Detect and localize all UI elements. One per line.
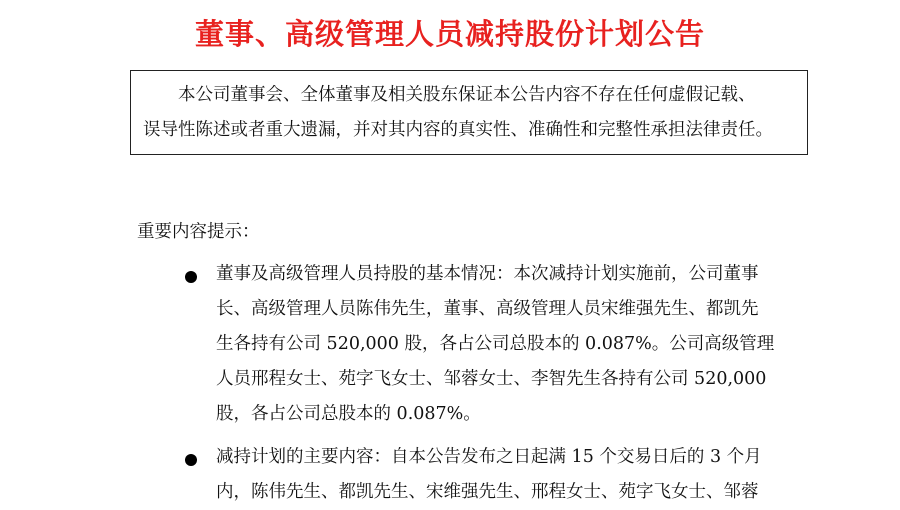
text-line: 董事及高级管理人员持股的基本情况：本次减持计划实施前，公司董事 xyxy=(216,264,759,284)
bullet-dot-icon xyxy=(185,454,197,466)
responsibility-statement-box xyxy=(130,70,808,155)
statement-line-1: 本公司董事会、全体董事及相关股东保证本公告内容不存在任何虚假记载、 xyxy=(178,85,756,105)
bullet-dot-icon xyxy=(185,271,197,283)
text-line: 长、高级管理人员陈伟先生，董事、高级管理人员宋维强先生、都凯先 xyxy=(216,299,759,319)
statement-line-2: 误导性陈述或者重大遗漏，并对其内容的真实性、准确性和完整性承担法律责任。 xyxy=(143,120,773,140)
bullet-text xyxy=(216,257,774,432)
text-line: 股，各占公司总股本的 0.087%。 xyxy=(216,404,481,424)
text-line: 人员邢程女士、苑字飞女士、邹蓉女士、李智先生各持有公司 520,000 xyxy=(216,369,767,389)
text-line: 减持计划的主要内容：自本公告发布之日起满 15 个交易日后的 3 个月 xyxy=(216,447,762,467)
announcement-title: 董事、高级管理人员减持股份计划公告 xyxy=(194,17,705,51)
important-notes-heading: 重要内容提示： xyxy=(137,222,260,242)
text-line: 生各持有公司 520,000 股，各占公司总股本的 0.087%。公司高级管理 xyxy=(216,334,775,354)
text-line: 内，陈伟先生、都凯先生、宋维强先生、邢程女士、苑字飞女士、邹蓉 xyxy=(216,482,759,502)
